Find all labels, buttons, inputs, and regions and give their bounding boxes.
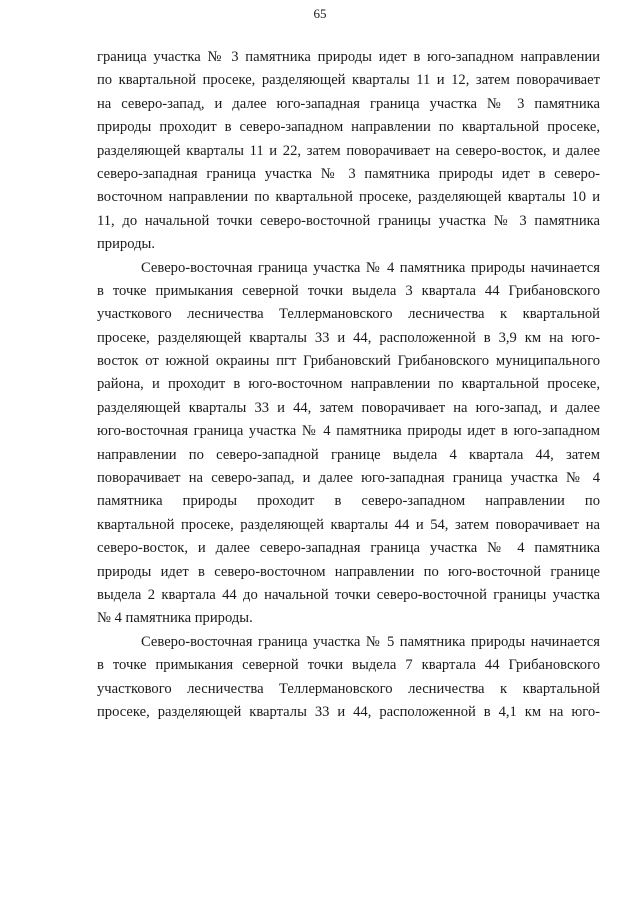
text-line: на северо-запад, и далее юго-западная граница участка № 3 памятника [97, 95, 600, 112]
body-text [97, 46, 600, 724]
text-line: памятника природы проходит в северо-западном направлении по [97, 493, 600, 510]
text-line: природы. [97, 236, 155, 253]
paragraph-3 [97, 631, 600, 725]
text-line: природы идет в северо-восточном направлении по юго-восточной границе [97, 563, 600, 580]
text-line: выдела 2 квартала 44 до начальной точки северо-восточной границы участка [97, 586, 600, 603]
text-line: природы проходит в северо-западном направлении по квартальной просеке, [97, 119, 600, 136]
text-line: района, и проходит в юго-восточном направлении по квартальной просеке, [97, 376, 600, 393]
text-line: квартальной просеке, разделяющей кварталы 44 и 54, затем поворачивает на [97, 516, 600, 533]
text-line: Северо-восточная граница участка № 5 памятника природы начинается [141, 633, 600, 650]
page-number: 65 [313, 6, 327, 21]
text-line: граница участка № 3 памятника природы идет в юго-западном направлении [97, 49, 600, 65]
text-line: участкового лесничества Теллермановского лесничества к квартальной [97, 306, 600, 323]
text-line: 11, до начальной точки северо-восточной границы участка № 3 памятника [97, 212, 600, 229]
text-line: восток от южной окраины пгт Грибановский Грибановского муниципального [97, 353, 600, 370]
text-line: разделяющей кварталы 33 и 44, затем поворачивает на юго-запад, и далее [97, 399, 600, 416]
text-line: в точке примыкания северной точки выдела 7 квартала 44 Грибановского [97, 657, 600, 674]
text-line: юго-восточная граница участка № 4 памятника природы идет в юго-западном [97, 423, 600, 440]
text-line: восточном направлении по квартальной просеке, разделяющей кварталы 10 и [97, 189, 600, 206]
text-line: северо-восток, и далее северо-западная граница участка № 4 памятника [97, 540, 600, 557]
text-line: просеке, разделяющей кварталы 33 и 44, расположенной в 4,1 км на юго- [97, 703, 600, 720]
text-line: по квартальной просеке, разделяющей кварталы 11 и 12, затем поворачивает [97, 72, 600, 89]
paragraph-1 [97, 46, 600, 257]
text-line: северо-западная граница участка № 3 памятника природы идет в северо- [97, 165, 600, 182]
text-line: участкового лесничества Теллермановского лесничества к квартальной [97, 680, 600, 697]
text-line: Северо-восточная граница участка № 4 памятника природы начинается [141, 259, 600, 276]
paragraph-2 [97, 257, 600, 631]
text-line: № 4 памятника природы. [97, 610, 253, 627]
text-line: в точке примыкания северной точки выдела 3 квартала 44 Грибановского [97, 282, 600, 299]
text-line: поворачивает на северо-запад, и далее юго-западная граница участка № 4 [97, 470, 600, 487]
text-line: разделяющей кварталы 11 и 22, затем поворачивает на северо-восток, и далее [97, 142, 600, 159]
text-line: просеке, разделяющей кварталы 33 и 44, расположенной в 3,9 км на юго- [97, 329, 600, 346]
text-line: направлении по северо-западной границе выдела 4 квартала 44, затем [97, 446, 600, 463]
